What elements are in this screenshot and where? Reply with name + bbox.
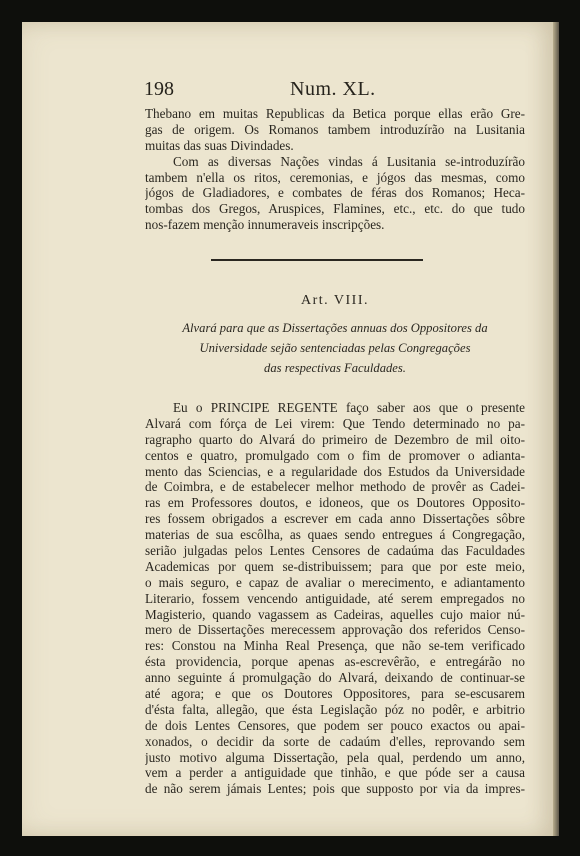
text-line: gas de origem. Os Romanos tambem introduzírão na Lusitania: [145, 121, 525, 137]
text-line: vem a perder a antiguidade que tinhão, e que póde ser a causa: [145, 765, 525, 781]
page-edge: [553, 22, 559, 836]
text-line: nos-fazem menção innumeraveis inscripções.: [145, 217, 385, 233]
text-line: jógos de Gladiadores, e combates de féras dos Romanos; Heca-: [145, 185, 525, 201]
text-line: xonados, o decidir da sorte de cadaúm d'elles, reprovando sem: [145, 733, 525, 749]
text-line: ragrapho quarto do Alvará do primeiro de Dezembro de mil oito-: [145, 431, 525, 447]
article-title-line: Alvará para que as Dissertações annuas dos Oppositores da: [182, 321, 488, 335]
text-line: de não serem jámais Lentes; pois que supposto por via da impres-: [145, 781, 525, 797]
text-line: muitas das suas Divindades.: [145, 137, 294, 153]
text-line: o mais seguro, e capaz de avaliar o merecimento, e adiantamento: [145, 574, 525, 590]
text-line: ésta providencia, porque apenas as-escrevêrão, e entregárão no: [145, 654, 525, 670]
text-line: res: Constou na Minha Real Presença, que não se-tem verificado: [145, 638, 525, 654]
section-divider: [211, 259, 423, 261]
text-line: d'ésta falta, allegão, que ésta Legislação póz no podêr, e arbitrio: [145, 701, 525, 717]
text-line: justo motivo alguma Dissertação, pela qual, perdendo um anno,: [145, 749, 525, 765]
decree-body: [145, 400, 525, 797]
text-line: anno seguinte á promulgação do Alvará, deixando de continuar-se: [145, 670, 525, 686]
page-header: [144, 78, 524, 104]
article-title-line: Universidade sejão sentenciadas pelas Congregações: [199, 341, 471, 355]
text-line: Magisterio, quando vagassem as Cadeiras, aquelles cujo maior nú-: [145, 606, 525, 622]
article-heading: Art. VIII.: [300, 293, 369, 308]
text-line: res fossem obrigados a escrever em cada anno Dissertações sôbre: [145, 511, 525, 527]
text-line: mento das Sciencias, e a regularidade dos Estudos da Universidade: [145, 463, 525, 479]
text-line: Com as diversas Nações vindas á Lusitania se-introduzírão: [173, 153, 525, 169]
text-line: tambem n'ella os ritos, ceremonias, e jógos das mesmas, como: [145, 169, 525, 185]
text-line: Academicas por quem se-distribuissem; para que por este meio,: [145, 558, 525, 574]
article-title: [145, 318, 525, 378]
text-line: tombas dos Gregos, Aruspices, Flamines, etc., etc. do que tudo: [145, 201, 525, 217]
text-line: Alvará com fórça de Lei virem: Que Tendo determinado no pa-: [145, 415, 525, 431]
text-line: Thebano em muitas Republicas da Betica porque ellas erão Gre-: [145, 106, 525, 121]
text-line: Eu o PRINCIPE REGENTE faço saber aos que o presente: [173, 400, 525, 415]
text-line: serião julgadas pelos Lentes Censores de cadaúma das Faculdades: [145, 543, 525, 559]
text-line: até agora; e que os Doutores Oppositores, para se-escusarem: [145, 686, 525, 702]
article-continuation: [145, 106, 525, 233]
text-line: materias de sua escôlha, as quaes sendo entregues á Congregação,: [145, 527, 525, 543]
running-head: Num. XL.: [290, 78, 376, 100]
article-title-line: das respectivas Faculdades.: [264, 361, 406, 375]
text-line: Literario, fossem vencendo antiguidade, até serem empregados no: [145, 590, 525, 606]
text-line: centos e quatro, promulgado com o fim de promover o adianta-: [145, 447, 525, 463]
text-line: ras em Professores doutos, e idoneos, que os Doutores Opposito-: [145, 495, 525, 511]
text-line: de Coimbra, e de estabelecer melhor methodo de provêr as Cadei-: [145, 479, 525, 495]
text-line: mero de Dissertações merecessem approvação dos referidos Censo-: [145, 622, 525, 638]
page-number: 198: [144, 78, 174, 100]
text-line: de dois Lentes Censores, que podem ser pouco exactos ou apai-: [145, 717, 525, 733]
